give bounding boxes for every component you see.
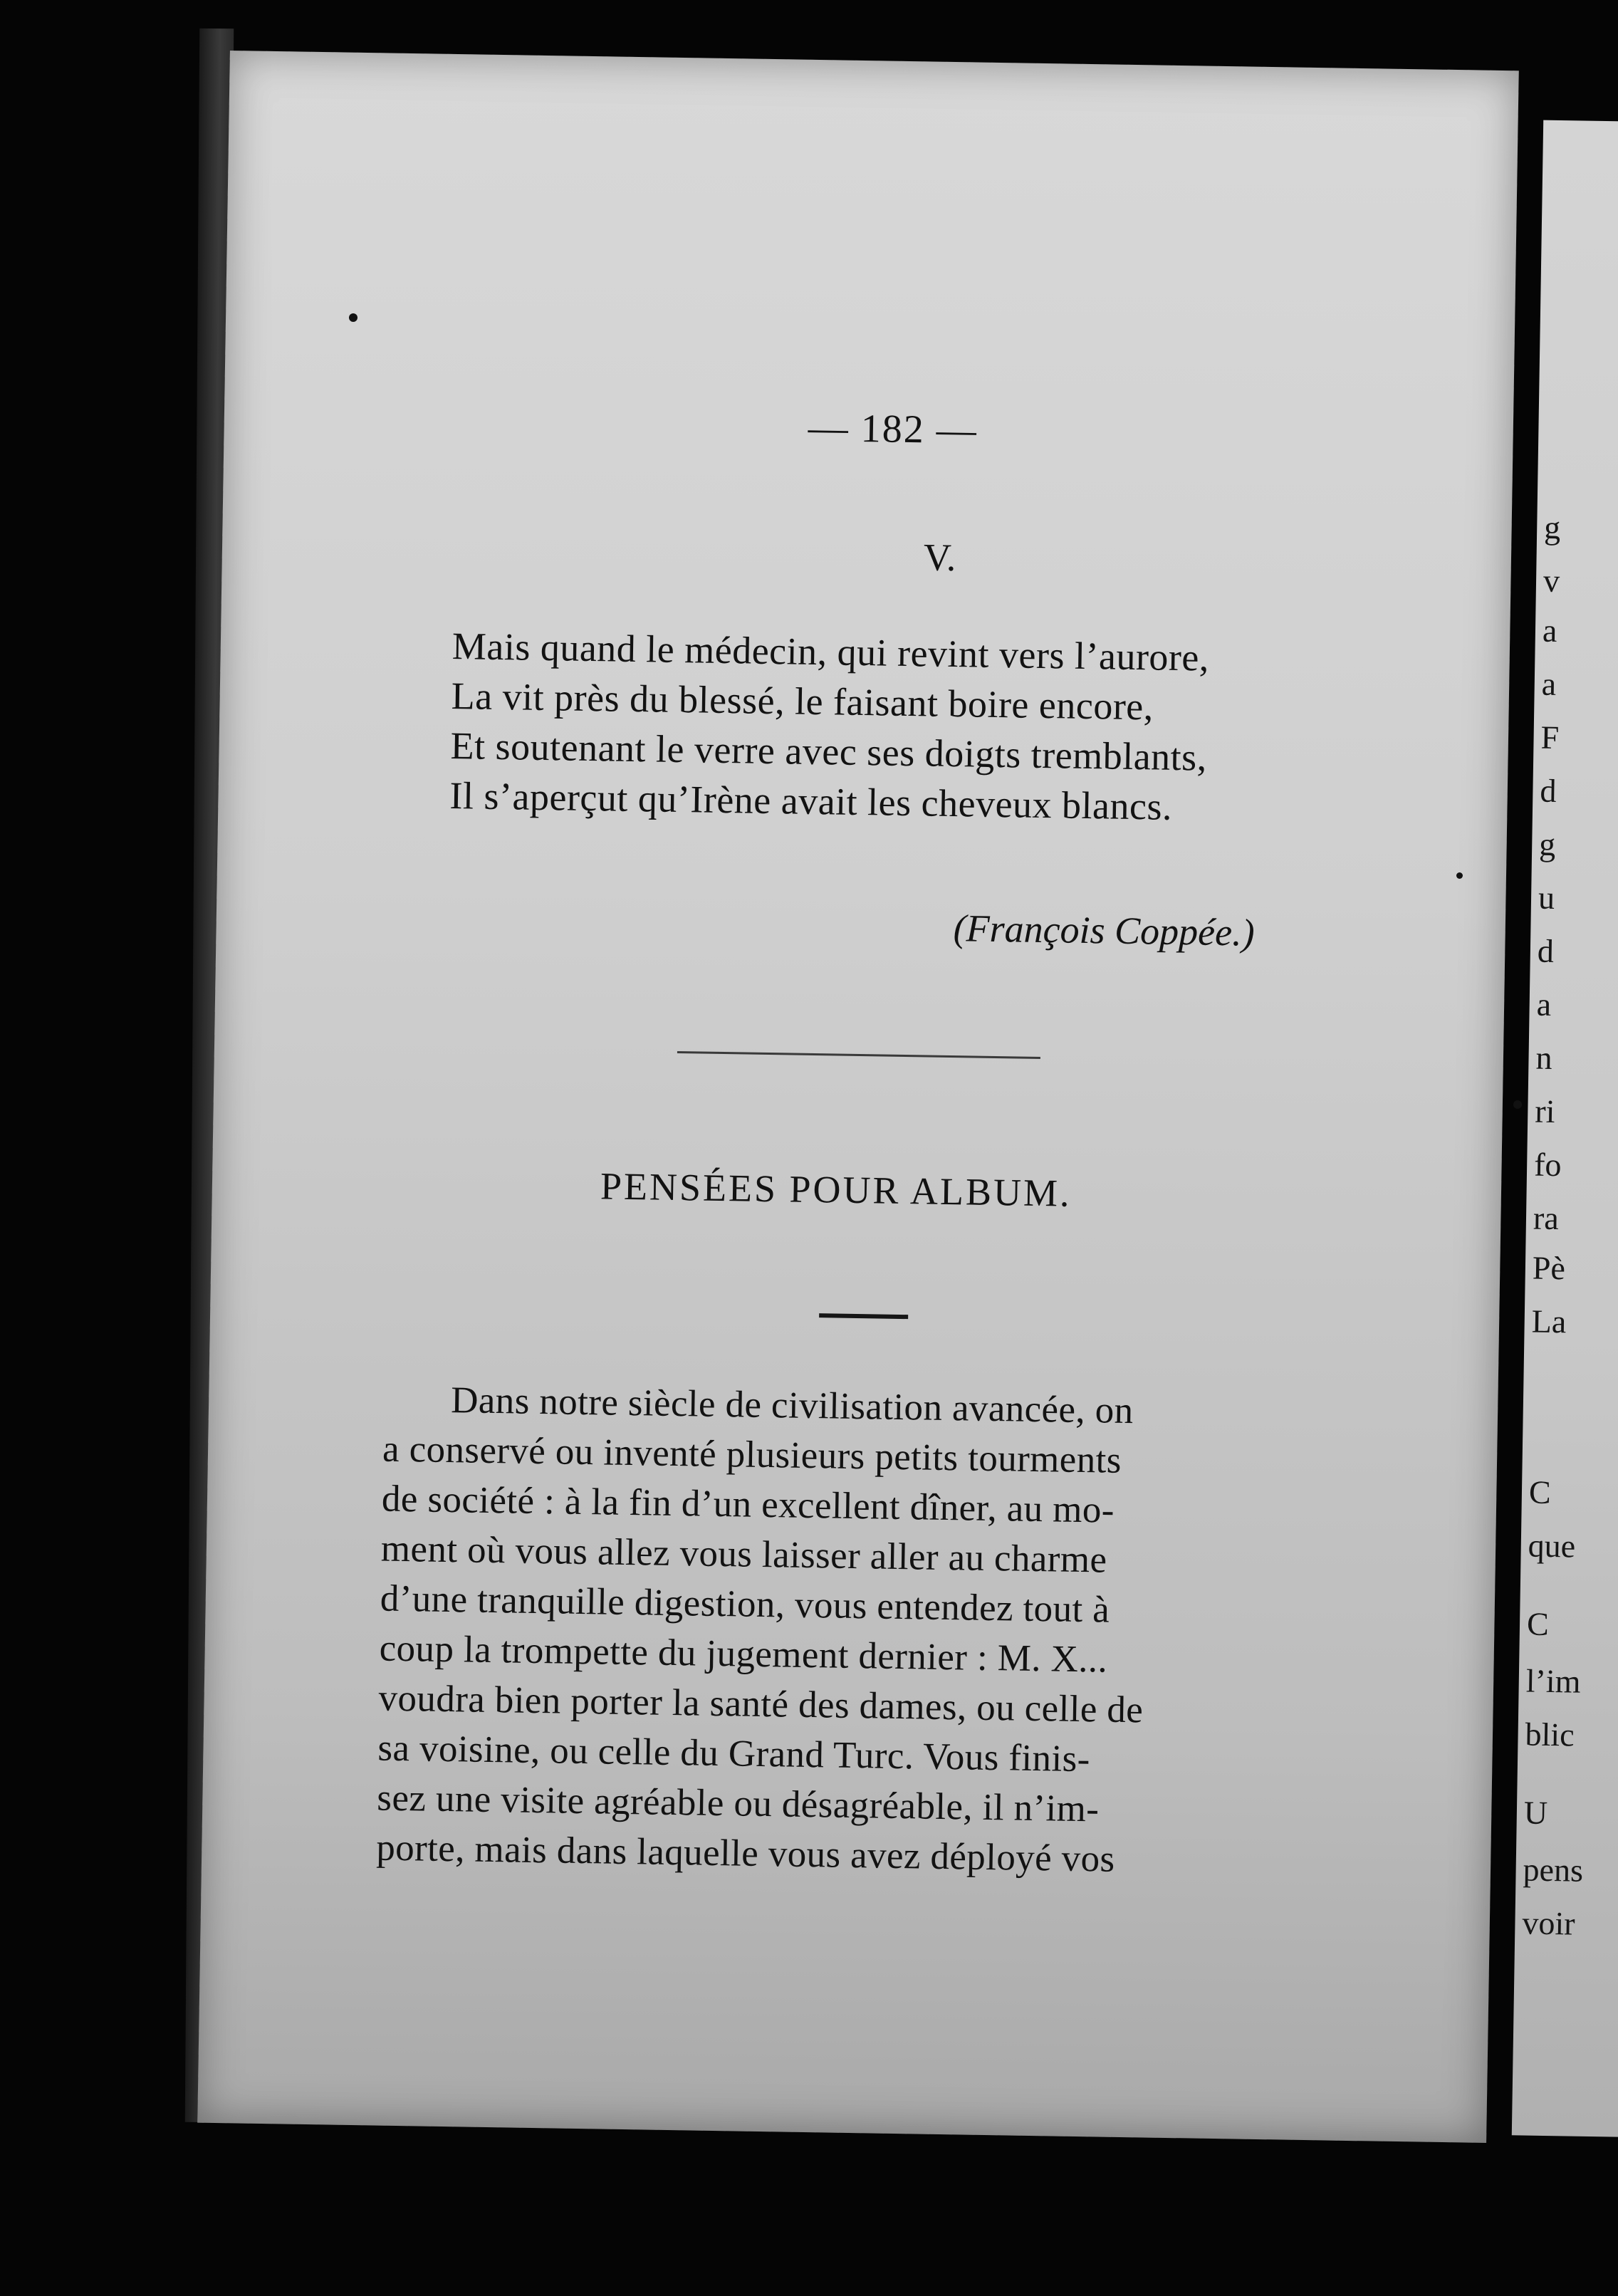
facing-page-fragment: v <box>1543 562 1560 600</box>
facing-page-fragment: blic <box>1525 1716 1575 1753</box>
heading-rule <box>819 1313 908 1319</box>
section-heading: PENSÉES POUR ALBUM. <box>600 1164 1072 1215</box>
scan-speck <box>349 313 357 322</box>
prose-line: sa voisine, ou celle du Grand Turc. Vous finis- <box>377 1727 1091 1780</box>
facing-page-fragment: F <box>1540 719 1560 756</box>
facing-page-fragment: pens <box>1523 1851 1584 1889</box>
facing-page-fragment: d <box>1540 772 1557 810</box>
prose-line: Dans notre siècle de civilisation avancée, on <box>450 1379 1134 1432</box>
facing-page-fragment: ri <box>1534 1092 1555 1130</box>
facing-page-fragment: a <box>1536 986 1552 1023</box>
facing-page-edge <box>1512 120 1618 2138</box>
facing-page-fragment: n <box>1535 1039 1552 1076</box>
section-divider <box>677 1051 1040 1059</box>
facing-page-fragment: ra <box>1533 1199 1560 1237</box>
facing-page-fragment: g <box>1538 825 1556 862</box>
facing-page-fragment: U <box>1523 1794 1548 1831</box>
prose-line: ment où vous allez vous laisser aller au charme <box>380 1528 1107 1581</box>
facing-page-fragment: que <box>1528 1527 1576 1565</box>
prose-line: coup la trompette du jugement dernier : M. X... <box>379 1627 1108 1681</box>
facing-page-fragment: C <box>1526 1605 1550 1642</box>
facing-page-fragment: g <box>1543 508 1561 546</box>
page-number: — 182 — <box>808 405 978 453</box>
facing-page-fragment: voir <box>1522 1904 1575 1942</box>
facing-page-fragment: d <box>1537 932 1555 969</box>
facing-page-fragment: C <box>1528 1473 1552 1511</box>
prose-line: de société : à la fin d’un excellent dîner, au mo- <box>381 1478 1115 1531</box>
poem-line: La vit près du blessé, le faisant boire encore, <box>451 674 1154 729</box>
prose-line: sez une visite agréable ou désagréable, il n’im- <box>376 1777 1100 1830</box>
poem-attribution: (François Coppée.) <box>953 907 1256 954</box>
prose-line: porte, mais dans laquelle vous avez déployé vos <box>375 1827 1115 1880</box>
facing-page-fragment: a <box>1541 665 1557 702</box>
prose-line: voudra bien porter la santé des dames, ou celle de <box>378 1677 1144 1731</box>
facing-page-fragment: La <box>1531 1303 1567 1340</box>
facing-page-fragment: u <box>1538 879 1555 916</box>
poem-line: Il s’aperçut qu’Irène avait les cheveux blancs. <box>449 773 1173 828</box>
facing-page-fragment: fo <box>1533 1146 1562 1184</box>
prose-line: d’une tranquille digestion, vous entendez tout à <box>380 1577 1110 1631</box>
facing-page-fragment: Pè <box>1532 1249 1566 1287</box>
facing-page-fragment: a <box>1542 612 1557 649</box>
section-numeral: V. <box>923 536 956 580</box>
poem-line: Mais quand le médecin, qui revint vers l’aurore, <box>452 624 1210 679</box>
page-content <box>230 51 1519 1880</box>
book-page <box>197 51 1518 2143</box>
facing-page-fragment: l’im <box>1525 1662 1581 1700</box>
scan-speck <box>1456 872 1463 879</box>
scan-speck <box>1513 1100 1522 1109</box>
prose-line: a conservé ou inventé plusieurs petits tourments <box>382 1428 1122 1481</box>
poem-line: Et soutenant le verre avec ses doigts tremblants, <box>450 724 1208 779</box>
